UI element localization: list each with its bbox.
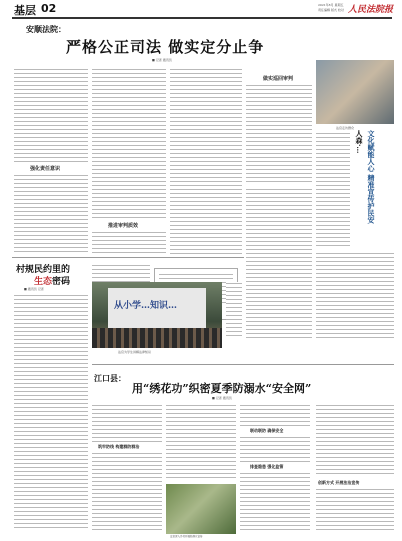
lead-col4-text	[246, 84, 312, 182]
rural-title-1: 村规民约里的	[16, 265, 71, 275]
bottom-col3-text	[240, 404, 310, 426]
bottom-subhead-4: 创新方式 开展法治宣传	[318, 480, 360, 485]
lead-kicker: 安顺法院：	[26, 24, 66, 34]
bottom-divider	[92, 364, 394, 365]
lead-col2-text-b	[92, 231, 166, 253]
rural-byline: ■ 通讯员 记者	[24, 287, 44, 291]
paper-name-logo: 人民法院报	[348, 5, 394, 15]
lead-col3-text	[170, 68, 242, 254]
big-photo-banner: 从小学…知识…	[114, 301, 178, 311]
rural-title-highlight: 密码	[52, 277, 71, 287]
big-photo-caption: 法官为学生讲解法律知识	[118, 350, 152, 354]
bottom-col1-text	[92, 404, 162, 442]
bottom-photo	[166, 484, 236, 534]
bottom-subhead-3: 排查隐患 强化监管	[250, 464, 284, 469]
feature-title-box	[352, 130, 392, 222]
top-right-photo-caption: 法官走访群众	[336, 126, 355, 130]
bottom-col3-text-c	[240, 472, 310, 532]
bottom-col2-text	[166, 404, 236, 480]
lead-subhead-1: 强化责任意识	[30, 166, 61, 172]
lead-col1-text	[14, 68, 88, 164]
masthead-rule	[12, 17, 392, 19]
date-line: 2021年8月 星期五	[318, 3, 344, 7]
right-col-text	[316, 132, 350, 246]
lead-col2-text	[92, 68, 166, 218]
bottom-byline: ■ 记者 通讯员	[212, 396, 232, 400]
lead-byline: ■ 记者 通讯员	[152, 58, 172, 62]
feature-title-2: 文化赋能人心 精准宣传护民安	[367, 130, 376, 224]
editor-line: 责任编辑 版式 校对	[318, 8, 344, 12]
section-name: 基层	[14, 4, 36, 17]
rural-divider	[12, 257, 244, 258]
bottom-photo-caption: 法官深入乡村开展防溺水宣传	[170, 535, 203, 538]
bottom-subhead-2: 联动联防 确保安全	[250, 428, 284, 433]
bottom-title: 用“绣花功”织密夏季防溺水“安全网”	[132, 382, 312, 395]
big-photo-audience	[92, 328, 222, 348]
lead-subhead-2: 推进审判质效	[108, 223, 139, 229]
rural-col1-text	[14, 294, 88, 530]
feature-title-1: 人森·…	[355, 130, 364, 154]
bottom-kicker: 江口县：	[94, 373, 126, 383]
bottom-col4-text	[316, 404, 394, 476]
bottom-col3-text-b	[240, 436, 310, 462]
right-col-text-b	[316, 252, 394, 338]
page-number: 02	[41, 2, 57, 15]
center-col-text	[246, 188, 312, 338]
rural-title-2: 生态	[34, 277, 53, 287]
right-heading: 做实巡回审判	[263, 76, 294, 82]
lead-title: 严格公正司法 做实定分止争	[66, 38, 265, 56]
bottom-col4-text-b	[316, 488, 394, 532]
masthead	[0, 0, 402, 17]
big-photo-screen	[108, 288, 206, 328]
bottom-col1-text-b	[92, 452, 162, 532]
big-photo	[92, 282, 222, 348]
lead-col1-text-b	[14, 174, 88, 252]
center-col-text-b	[226, 282, 242, 338]
top-right-photo	[316, 60, 394, 124]
bottom-subhead-1: 筑牢防线 构建群防群治	[98, 444, 140, 449]
